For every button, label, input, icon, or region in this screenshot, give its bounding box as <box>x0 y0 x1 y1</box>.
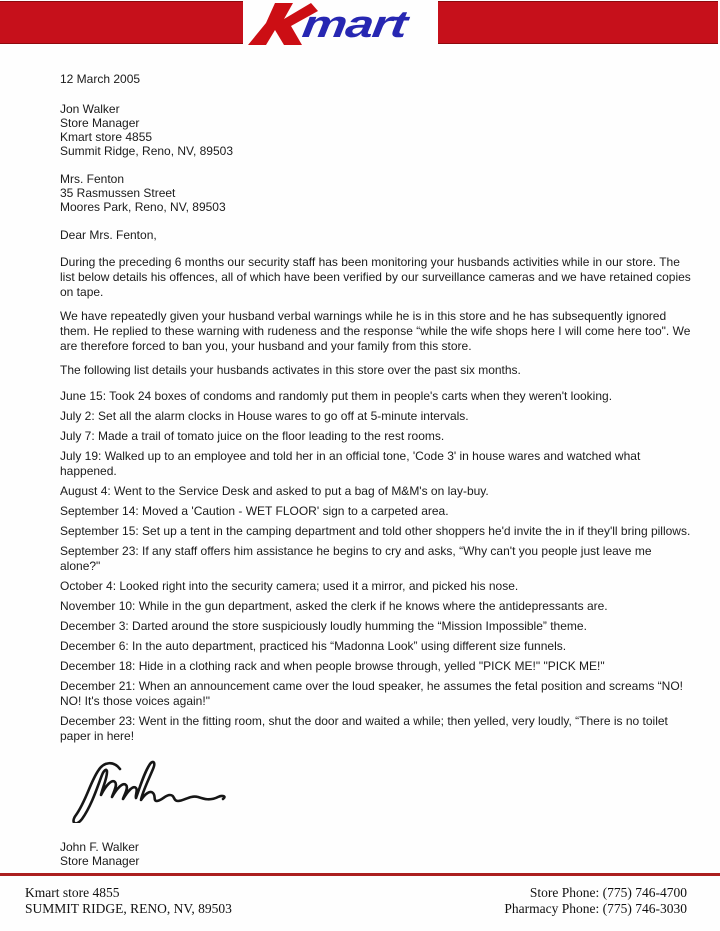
incident-item: October 4: Looked right into the security camera; used it a mirror, and picked his nose. <box>60 579 519 593</box>
sender-address-line: Summit Ridge, Reno, NV, 89503 <box>60 144 233 158</box>
incident-list <box>60 389 692 744</box>
incident-item: December 21: When an announcement came over the loud speaker, he assumes the fetal position and screams “NO! NO! It's those voices again!" <box>60 679 684 708</box>
footer-phone-numbers <box>504 885 687 917</box>
incident-item: November 10: While in the gun department, asked the clerk if he knows where the antidepressants are. <box>60 599 608 613</box>
footer-phone-line: Store Phone: (775) 746-4700 <box>529 885 687 900</box>
handwritten-signature-icon <box>66 757 238 823</box>
recipient-address-line: Moores Park, Reno, NV, 89503 <box>60 200 226 214</box>
header-bar-right <box>438 1 718 44</box>
signature-name: John F. Walker <box>60 840 139 854</box>
recipient-address-line: Mrs. Fenton <box>60 172 125 186</box>
incident-item: July 2: Set all the alarm clocks in House wares to go off at 5-minute intervals. <box>60 409 469 423</box>
header-bar-left <box>0 1 243 44</box>
incident-item: June 15: Took 24 boxes of condoms and randomly put them in people's carts when they weren't looking. <box>60 389 613 403</box>
recipient-address <box>60 172 692 214</box>
incident-item: July 7: Made a trail of tomato juice on the floor leading to the rest rooms. <box>60 429 445 443</box>
incident-item: December 6: In the auto department, practiced his “Madonna Look” using different size funnels. <box>60 639 567 653</box>
footer-divider <box>0 873 720 876</box>
incident-item: July 19: Walked up to an employee and told her in an official tone, 'Code 3' in house wares and watched what happened. <box>60 449 641 478</box>
incident-item: December 18: Hide in a clothing rack and when people browse through, yelled "PICK ME!" "PICK ME!" <box>60 659 605 673</box>
footer-address-line: SUMMIT RIDGE, RENO, NV, 89503 <box>25 901 232 916</box>
footer <box>25 885 687 917</box>
footer-store-address <box>25 885 232 917</box>
incident-item: December 3: Darted around the store suspiciously loudly humming the “Mission Impossible” theme. <box>60 619 587 633</box>
incident-item: September 14: Moved a 'Caution - WET FLOOR' sign to a carpeted area. <box>60 504 449 518</box>
letter-paragraphs <box>60 255 692 354</box>
incident-item: August 4: Went to the Service Desk and asked to put a bag of M&M's on lay-buy. <box>60 484 489 498</box>
sender-address <box>60 102 692 158</box>
letter-paragraph: We have repeatedly given your husband verbal warnings while he is in this store and he has subsequently ignored them. He replied to these warning with rudeness and the response “while the wife shops here I will come here too". We are therefore forced to ban you, your husband and your family from this store. <box>60 309 691 353</box>
kmart-header <box>0 0 720 46</box>
kmart-mart-logotype: mart <box>299 4 410 46</box>
footer-phone-line: Pharmacy Phone: (775) 746-3030 <box>504 901 687 916</box>
incident-item: December 23: Went in the fitting room, shut the door and waited a while; then yelled, very loudly, “There is no toilet paper in here! <box>60 714 668 743</box>
incident-item: September 15: Set up a tent in the camping department and told other shoppers he'd invite the in if they'll bring pillows. <box>60 524 691 538</box>
salutation: Dear Mrs. Fenton, <box>60 228 157 242</box>
incident-list-intro: The following list details your husbands activates in this store over the past six months. <box>60 363 521 377</box>
footer-address-line: Kmart store 4855 <box>25 885 120 900</box>
signature-block <box>60 757 692 868</box>
signature-title: Store Manager <box>60 854 140 868</box>
letter-body <box>60 66 692 868</box>
sender-address-line: Jon Walker <box>60 102 120 116</box>
sender-address-line: Store Manager <box>60 116 140 130</box>
signature-typed-name <box>60 840 692 868</box>
letter-paragraph: During the preceding 6 months our security staff has been monitoring your husbands activities while in our store. The list below details his offences, all of which have been verified by our surveillance cameras and we have retained copies on tape. <box>60 255 691 299</box>
letter-date: 12 March 2005 <box>60 72 141 86</box>
incident-item: September 23: If any staff offers him assistance he begins to cry and asks, “Why can't you people just leave me alone?" <box>60 544 652 573</box>
recipient-address-line: 35 Rasmussen Street <box>60 186 176 200</box>
sender-address-line: Kmart store 4855 <box>60 130 153 144</box>
